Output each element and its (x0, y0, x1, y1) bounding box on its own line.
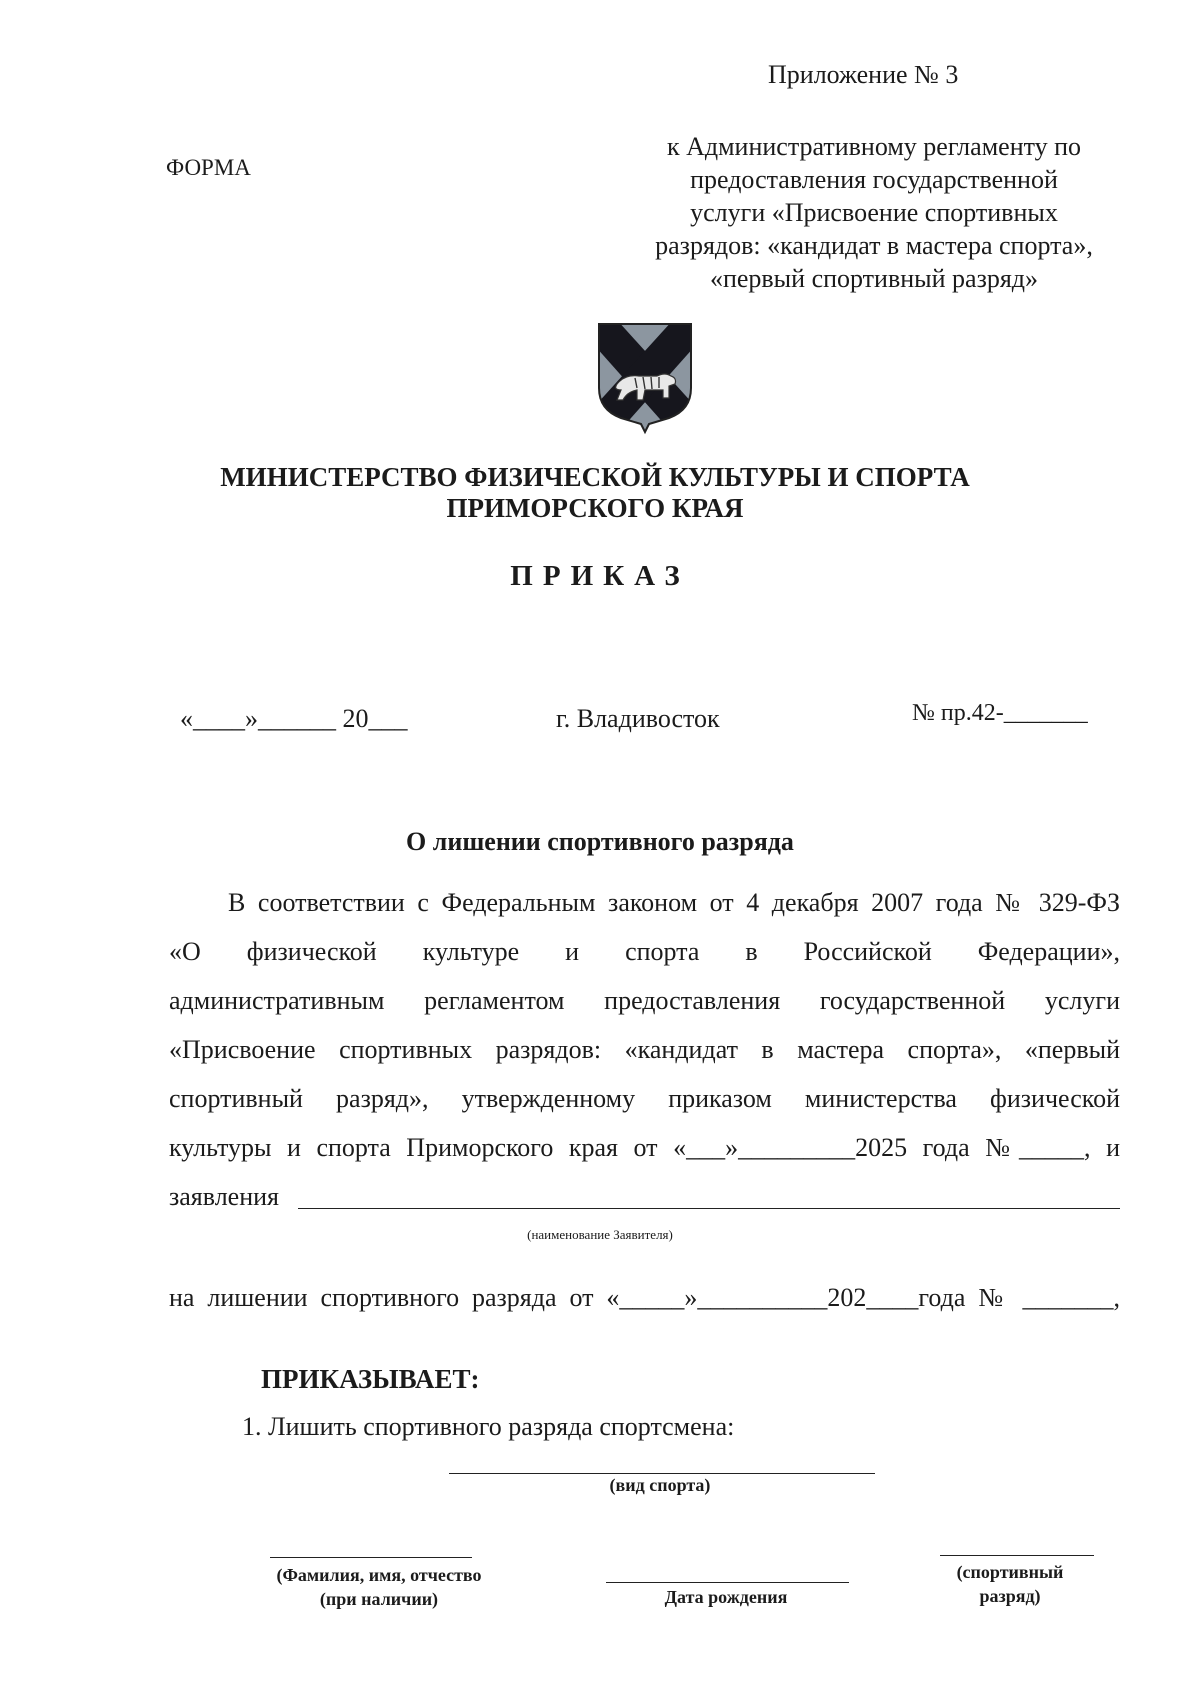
sport-caption: (вид спорта) (609, 1475, 711, 1495)
body-line: В соответствии с Федеральным законом от 4 декабря 2007 года № 329-ФЗ (228, 888, 1120, 917)
regulation-line: к Административному регламенту по (666, 132, 1082, 161)
appendix-number: Приложение № 3 (768, 60, 959, 89)
applicant-label: заявления (169, 1182, 280, 1211)
body-line: спортивный разряд», утвержденному приказом министерства физической (169, 1084, 1120, 1113)
order-city: г. Владивосток (556, 704, 720, 733)
order-number: № пр.42-_______ (912, 700, 1088, 726)
order-subject: О лишении спортивного разряда (406, 827, 794, 856)
body-line: «Присвоение спортивных разрядов: «кандидат в мастера спорта», «первый (169, 1035, 1120, 1064)
form-label: ФОРМА (166, 155, 251, 180)
ministry-name-line: ПРИМОРСКОГО КРАЯ (446, 493, 744, 523)
primorsky-krai-coat-of-arms-icon (595, 320, 695, 436)
rank-fill-line[interactable] (940, 1555, 1094, 1556)
regulation-line: «первый спортивный разряд» (709, 264, 1039, 293)
regulation-line: разрядов: «кандидат в мастера спорта», (655, 231, 1093, 260)
birth-date-caption: Дата рождения (664, 1587, 788, 1607)
regulation-line: услуги «Присвоение спортивных (690, 198, 1058, 227)
full-name-caption (254, 1563, 504, 1611)
document-type-title: ПРИКАЗ (510, 560, 690, 592)
rank-caption-line: (спортивный (956, 1562, 1064, 1582)
full-name-caption-line: (Фамилия, имя, отчество (276, 1565, 482, 1585)
rank-caption-line: разряд) (979, 1586, 1041, 1606)
regulation-line: предоставления государственной (690, 165, 1058, 194)
order-date: «____»______ 20___ (180, 704, 408, 733)
full-name-fill-line[interactable] (270, 1557, 472, 1558)
body-line: «О физической культуре и спорта в Российской Федерации», (169, 937, 1120, 966)
birth-date-fill-line[interactable] (606, 1582, 849, 1583)
decree-heading: ПРИКАЗЫВАЕТ: (261, 1364, 480, 1394)
full-name-caption-line: (при наличии) (319, 1589, 439, 1609)
deprivation-line: на лишении спортивного разряда от «_____»__________202____года № _______, (169, 1283, 1120, 1312)
sport-fill-line[interactable] (449, 1473, 875, 1474)
rank-caption (930, 1560, 1090, 1608)
ministry-name (160, 462, 1030, 524)
ministry-name-line: МИНИСТЕРСТВО ФИЗИЧЕСКОЙ КУЛЬТУРЫ И СПОРТА (220, 462, 970, 492)
regulation-reference (616, 130, 1132, 295)
body-line: культуры и спорта Приморского края от «___»_________2025 года №_____, и (169, 1133, 1120, 1162)
applicant-fill-line[interactable] (298, 1208, 1120, 1209)
body-line: административным регламентом предоставления государственной услуги (169, 986, 1120, 1015)
decree-point-1: 1. Лишить спортивного разряда спортсмена: (242, 1412, 735, 1441)
applicant-caption: (наименование Заявителя) (527, 1227, 673, 1242)
